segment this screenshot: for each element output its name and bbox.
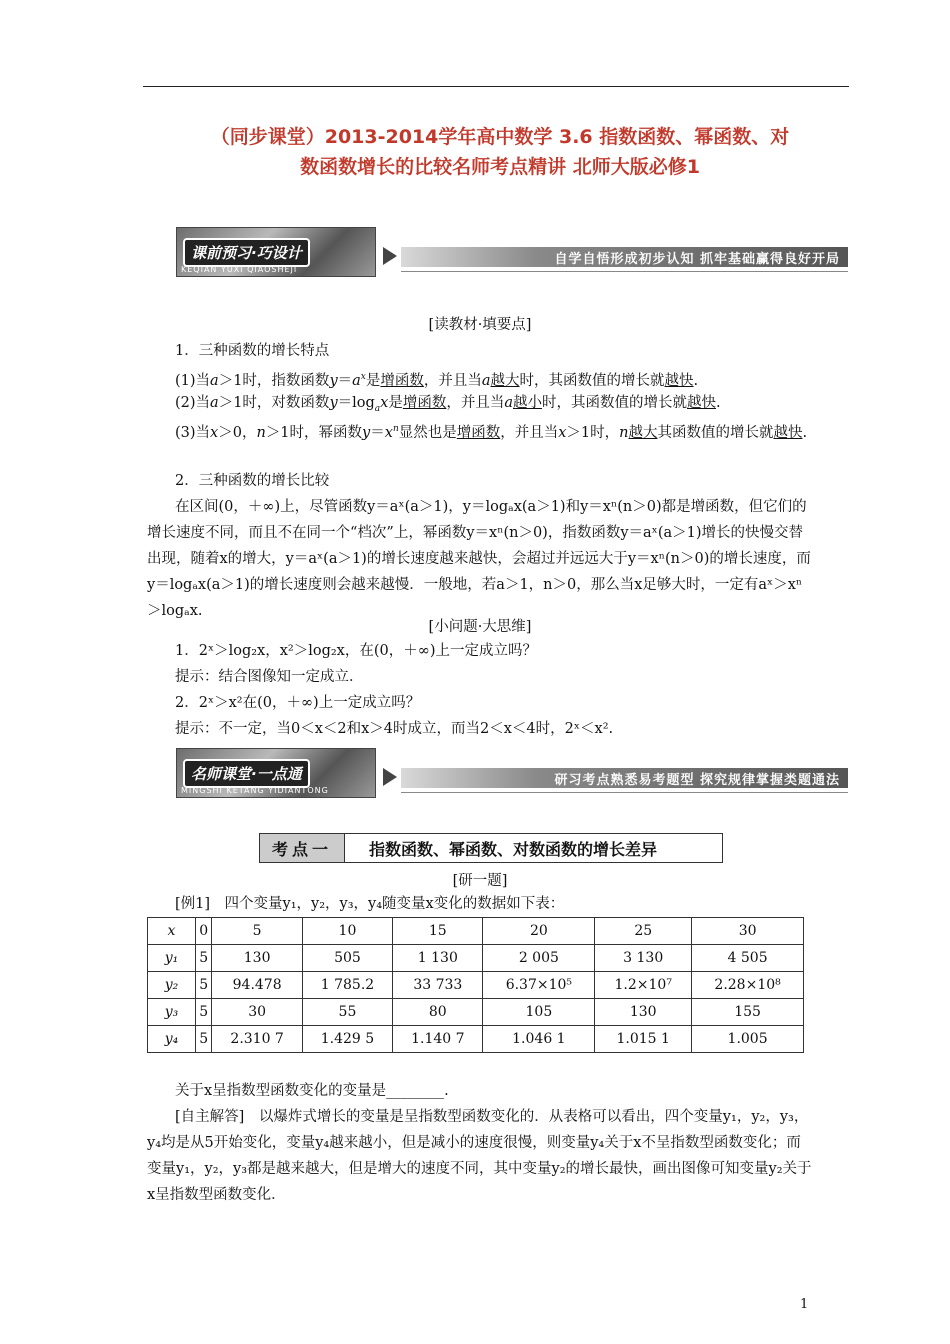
- table-row: [148, 945, 804, 972]
- banner-badge: 课前预习·巧设计: [183, 238, 310, 267]
- play-arrow-icon: [383, 768, 397, 786]
- banner-slogan: 自学自悟形成初步认知 抓牢基础赢得良好开局: [554, 252, 840, 267]
- page-number: 1: [800, 1297, 809, 1312]
- banner-bar: [401, 247, 848, 267]
- banner-image: [176, 748, 376, 798]
- table-cell: 1 130: [393, 945, 483, 972]
- section1-item-2: (2)当a＞1时，对数函数$y=\log_ax$是增函数，并且当a越小时，其函数值的增长就越快.: [175, 395, 721, 414]
- banner-slogan: 研习考点熟悉易考题型 探究规律掌握类题通法: [554, 773, 840, 788]
- banner-preview: [176, 227, 848, 277]
- table-cell: 1.005: [692, 1026, 804, 1053]
- banner-underline: [401, 792, 848, 793]
- table-cell: 15: [393, 918, 483, 945]
- study-heading: [研一题]: [452, 873, 508, 889]
- section1-item-3: (3)当x＞0，n＞1时，幂函数$y=x^n$显然也是增函数，并且当x＞1时，n越大其函数值的增长就越快.: [175, 424, 808, 441]
- table-cell: 30: [212, 999, 302, 1026]
- table-cell: 5: [196, 972, 212, 999]
- table-cell: 2.310 7: [212, 1026, 302, 1053]
- read-heading: [读教材·填要点]: [428, 317, 532, 333]
- table-cell: 3 130: [595, 945, 692, 972]
- table-cell: 505: [302, 945, 392, 972]
- table-cell: 2.28×10⁸: [692, 972, 804, 999]
- title-line-1: （同步课堂）2013-2014学年高中数学 3.6 指数函数、幂函数、对: [210, 126, 790, 148]
- table-cell: 5: [196, 999, 212, 1026]
- row-header-cell: y₁: [148, 945, 196, 972]
- table-cell: 155: [692, 999, 804, 1026]
- row-header-cell: y₂: [148, 972, 196, 999]
- table-row: [148, 1026, 804, 1053]
- row-header-cell: y₄: [148, 1026, 196, 1053]
- table-cell: 2 005: [483, 945, 595, 972]
- table-cell: 1.046 1: [483, 1026, 595, 1053]
- question-1: 1．2ˣ＞log₂x，x²＞log₂x，在(0，＋∞)上一定成立吗？: [175, 643, 537, 659]
- topic-label: 考点一: [260, 834, 345, 862]
- table-cell: 1.429 5: [302, 1026, 392, 1053]
- table-cell: 1.140 7: [393, 1026, 483, 1053]
- section1-title: 1．三种函数的增长特点: [175, 343, 330, 359]
- banner-pinyin: MINGSHI KETANG YIDIANTONG: [181, 786, 329, 795]
- row-header-cell: x: [148, 918, 196, 945]
- table-cell: 130: [595, 999, 692, 1026]
- table-cell: 0: [196, 918, 212, 945]
- banner-pinyin: KEQIAN YUXI QIAOSHEJI: [181, 265, 298, 274]
- table-cell: 20: [483, 918, 595, 945]
- table-cell: 30: [692, 918, 804, 945]
- top-rule: [143, 86, 849, 87]
- section1-item-1: (1)当a＞1时，指数函数$y=a^x$是增函数，并且当a越大时，其函数值的增长就越快.: [175, 372, 699, 389]
- topic-box: [259, 833, 723, 863]
- table-cell: 5: [196, 1026, 212, 1053]
- table-cell: 130: [212, 945, 302, 972]
- play-arrow-icon: [383, 247, 397, 265]
- table-cell: 6.37×10⁵: [483, 972, 595, 999]
- answer-2: 提示：不一定，当0＜x＜2和x＞4时成立，而当2＜x＜4时，2ˣ＜x².: [175, 721, 614, 737]
- table-cell: 94.478: [212, 972, 302, 999]
- table-cell: 4 505: [692, 945, 804, 972]
- banner-underline: [401, 271, 848, 272]
- section2-title: 2．三种函数的增长比较: [175, 473, 330, 489]
- table-cell: 25: [595, 918, 692, 945]
- banner-bar: [401, 768, 848, 788]
- table-cell: 33 733: [393, 972, 483, 999]
- table-cell: 10: [302, 918, 392, 945]
- banner-lecture: [176, 748, 848, 798]
- topic-title: 指数函数、幂函数、对数函数的增长差异: [369, 839, 658, 859]
- row-header-cell: y₃: [148, 999, 196, 1026]
- table-row: [148, 999, 804, 1026]
- document-title: [150, 122, 850, 182]
- example-intro: [例1] 四个变量y₁，y₂，y₃，y₄随变量x变化的数据如下表：: [175, 896, 565, 912]
- self-answer: [自主解答] 以爆炸式增长的变量是呈指数型函数变化的．从表格可以看出，四个变量y₁，y₂，y₃，y₄均是从5开始变化，变量y₄越来越小，但是减小的速度很慢，则变量y₄关于x不呈指数型函数变化；而变量y₁，y₂，y₃都是越来越大，但是增大的速度不同，其中变量y₂的增长最快，画出图像可知变量y₂关于x呈指数型函数变化．: [147, 1109, 812, 1203]
- table-cell: 5: [196, 945, 212, 972]
- banner-badge: 名师课堂·一点通: [183, 759, 310, 788]
- answer-1: 提示：结合图像知一定成立．: [175, 669, 364, 685]
- banner-image: [176, 227, 376, 277]
- section2-body: 在区间(0，＋∞)上，尽管函数y＝aˣ(a＞1)，y＝logₐx(a＞1)和y＝xⁿ(n＞0)都是增函数，但它们的增长速度不同，而且不在同一个“档次”上，幂函数y＝xⁿ(n＞0)，指数函数y＝aˣ(a＞1)增长的快慢交替出现，随着x的增大，y＝aˣ(a＞1)的增长速度越来越快，会超过并远远大于y＝xⁿ(n＞0)的增长速度，而y＝logₐx(a＞1)的增长速度则会越来越慢．一般地，若a＞1，n＞0，那么当x足够大时，一定有aˣ＞xⁿ＞logₐx.: [147, 499, 811, 619]
- data-table: [147, 917, 804, 1053]
- table-cell: 1 785.2: [302, 972, 392, 999]
- table-cell: 5: [212, 918, 302, 945]
- fill-question: 关于x呈指数型函数变化的变量是________.: [175, 1083, 449, 1099]
- title-line-2: 数函数增长的比较名师考点精讲 北师大版必修1: [300, 156, 700, 178]
- question-2: 2．2ˣ＞x²在(0，＋∞)上一定成立吗？: [175, 695, 421, 711]
- small-question-heading: [小问题·大思维]: [428, 619, 532, 635]
- table-row: [148, 972, 804, 999]
- table-cell: 1.2×10⁷: [595, 972, 692, 999]
- table-cell: 55: [302, 999, 392, 1026]
- table-cell: 80: [393, 999, 483, 1026]
- table-row: [148, 918, 804, 945]
- table-cell: 1.015 1: [595, 1026, 692, 1053]
- table-cell: 105: [483, 999, 595, 1026]
